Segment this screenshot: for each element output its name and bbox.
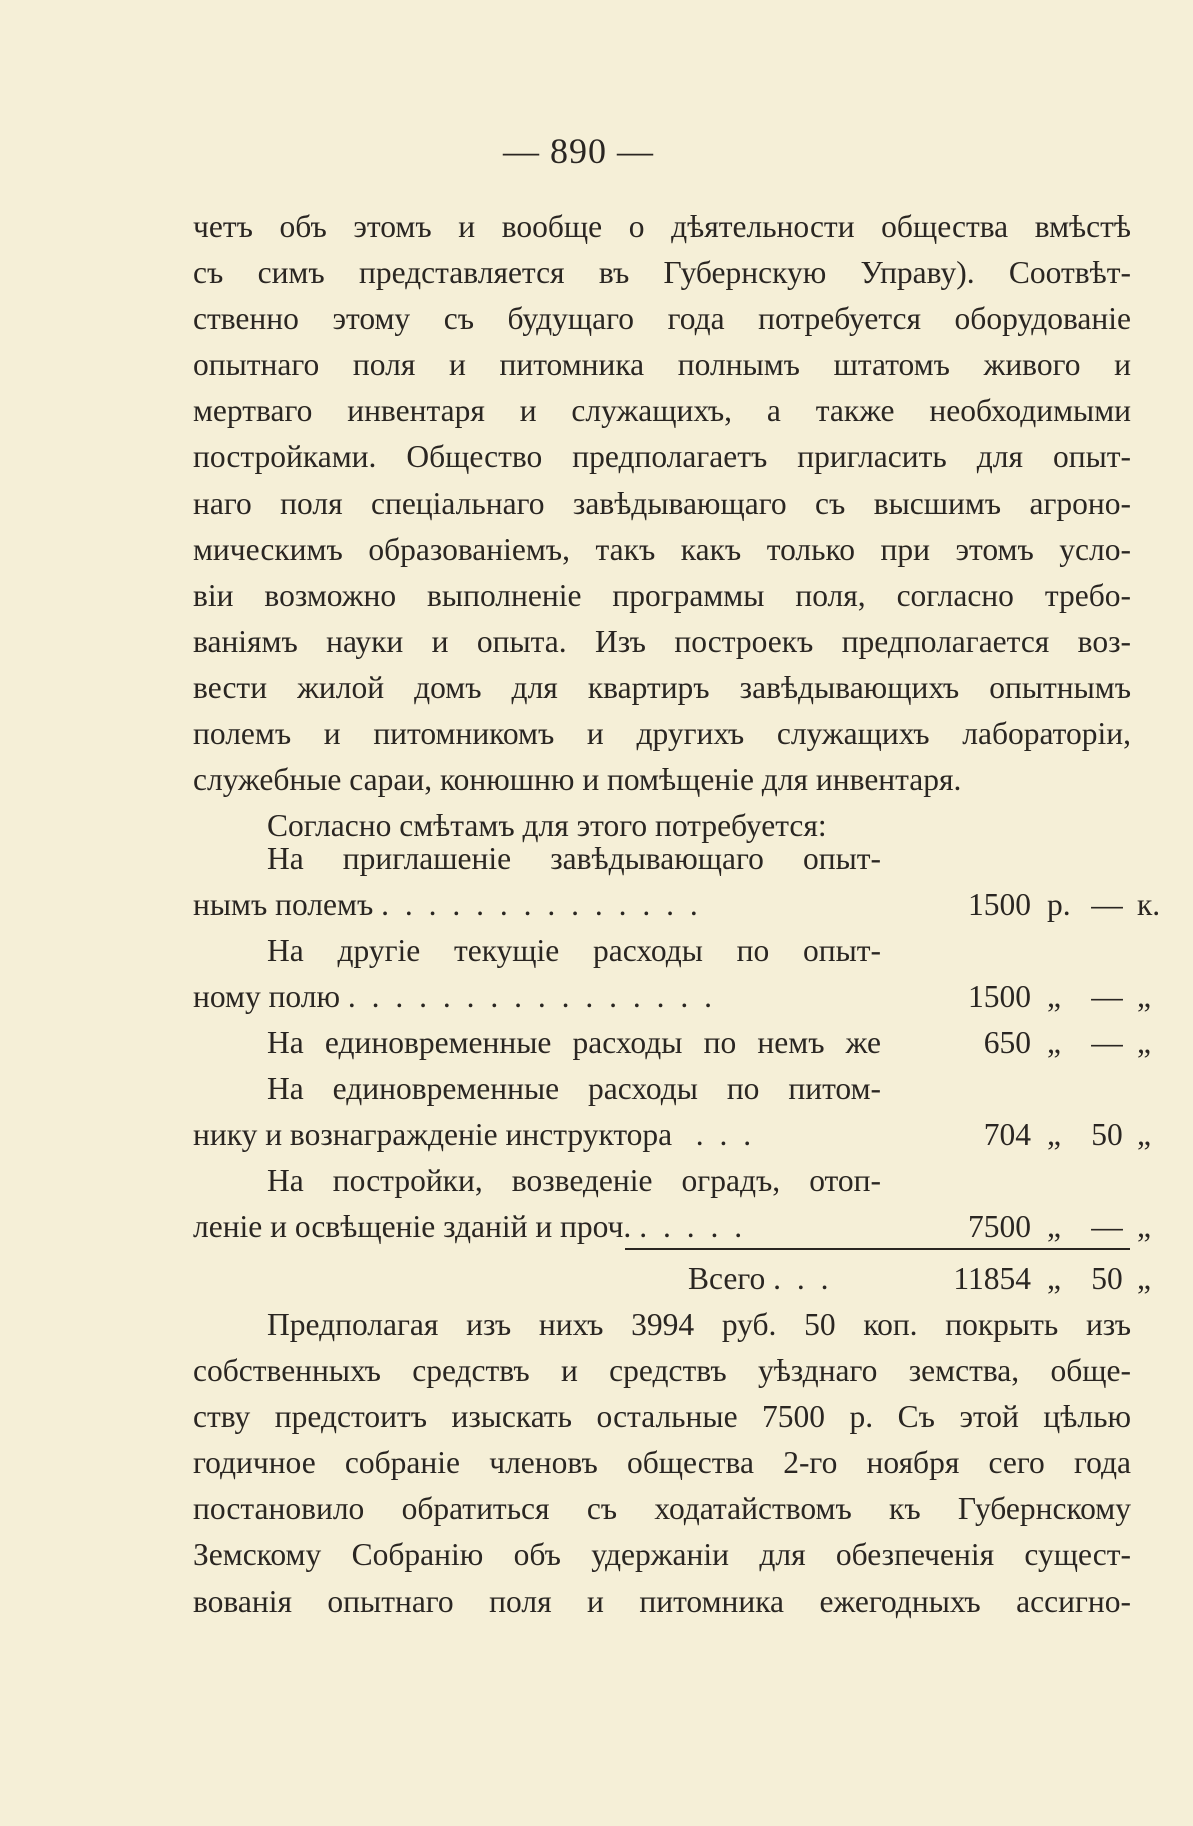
- text-line: ственно этому съ будущаго года потребуется оборудованіе: [193, 301, 1131, 337]
- expense-label: На приглашеніе завѣдывающаго опыт-: [267, 841, 881, 876]
- text-line: опытнаго поля и питомника полнымъ штатомъ живого и: [193, 347, 1131, 383]
- text-line: ваніямъ науки и опыта. Изъ построекъ предполагается воз-: [193, 623, 1131, 659]
- text-line: ству предстоитъ изыскать остальные 7500 р. Съ этой цѣлью: [193, 1399, 1131, 1435]
- expense-row-2-line1: [193, 928, 1131, 974]
- text-line: мертваго инвентаря и служащихъ, а также необходимыми: [193, 393, 1131, 429]
- amount-kopecks: —: [1091, 979, 1123, 1014]
- amount-suffix: „: [1137, 1117, 1151, 1152]
- expense-label: На единовременные расходы по немъ же: [267, 1025, 881, 1060]
- amount-unit: „: [1047, 1025, 1061, 1060]
- amount-rubles: 650: [983, 1025, 1031, 1060]
- amount-rubles: 704: [983, 1117, 1031, 1152]
- amount-kopecks: 50: [1091, 1117, 1123, 1152]
- amount-unit: „: [1047, 979, 1061, 1014]
- amount-rubles: 7500: [968, 1209, 1031, 1244]
- expense-row-4-line2: [193, 1112, 1151, 1158]
- expense-row-1-line1: [193, 836, 1131, 882]
- leader-dots: . . . . . . . . . . . . . . . .: [347, 979, 717, 1014]
- amount-suffix: „: [1137, 1261, 1151, 1296]
- text-line: Предполагая изъ нихъ 3994 руб. 50 коп. покрыть изъ: [267, 1307, 1131, 1342]
- amount-suffix: к.: [1137, 887, 1161, 922]
- text-line: собственныхъ средствъ и средствъ уѣзднаго земства, обще-: [193, 1353, 1131, 1389]
- amount-kopecks: —: [1091, 1025, 1123, 1060]
- text-line: постановило обратиться съ ходатайствомъ къ Губернскому: [193, 1491, 1131, 1527]
- expense-label: нымъ полемъ . . . . . . . . . . . . . .: [193, 887, 702, 922]
- amount-kopecks: 50: [1091, 1261, 1123, 1296]
- text-line: віи возможно выполненіе программы поля, согласно требо-: [193, 577, 1131, 613]
- expense-label: нику и вознагражденіе инструктора . . .: [193, 1117, 756, 1152]
- leader-dots: . . . . .: [639, 1209, 747, 1244]
- expense-row-5-line1: [193, 1158, 1131, 1204]
- expense-label: На постройки, возведеніе оградъ, отоп-: [267, 1163, 881, 1198]
- amount-unit: „: [1047, 1209, 1061, 1244]
- expense-label: На единовременные расходы по питом-: [267, 1071, 881, 1106]
- text-line: четъ объ этомъ и вообще о дѣятельности общества вмѣстѣ: [193, 209, 1131, 244]
- text-line: наго поля спеціальнаго завѣдывающаго съ высшимъ агроно-: [193, 485, 1131, 521]
- text-line: вести жилой домъ для квартиръ завѣдывающихъ опытнымъ: [193, 669, 1131, 705]
- text-line: полемъ и питомникомъ и другихъ служащихъ лабораторіи,: [193, 716, 1131, 752]
- amount-rubles: 11854: [953, 1261, 1031, 1296]
- amount-unit: „: [1047, 1261, 1061, 1296]
- estimate-intro: Согласно смѣтамъ для этого потребуется:: [267, 808, 827, 844]
- text-line: мическимъ образованіемъ, такъ какъ только при этомъ усло-: [193, 531, 1131, 567]
- expense-label: леніе и освѣщеніе зданій и проч. . . . . .: [193, 1209, 747, 1244]
- text-line: Земскому Собранію объ удержаніи для обезпеченія сущест-: [193, 1537, 1131, 1573]
- text-line: служебные сараи, конюшню и помѣщеніе для инвентаря.: [193, 762, 962, 798]
- amount-rubles: 1500: [968, 887, 1031, 922]
- expense-label: ному полю . . . . . . . . . . . . . . . .: [193, 979, 717, 1014]
- amount-kopecks: —: [1091, 1209, 1123, 1244]
- total-rule: [625, 1248, 1130, 1250]
- total-label: Всего . . .: [688, 1261, 833, 1296]
- text-line: вованія опытнаго поля и питомника ежегодныхъ ассигно-: [193, 1583, 1131, 1619]
- expense-row-4-line1: [193, 1066, 1131, 1112]
- amount-suffix: „: [1137, 1025, 1151, 1060]
- amount-unit: р.: [1047, 887, 1071, 922]
- amount-kopecks: —: [1091, 887, 1123, 922]
- amount-suffix: „: [1137, 1209, 1151, 1244]
- leader-dots: . . . . . . . . . . . . . .: [381, 887, 702, 922]
- paragraph-2: [193, 1302, 1131, 1625]
- leader-dots: . . .: [773, 1261, 833, 1296]
- expense-row-5-line2: [193, 1204, 1151, 1250]
- amount-unit: „: [1047, 1117, 1061, 1152]
- page-number: — 890 —: [503, 131, 654, 171]
- text-line: съ симъ представляется въ Губернскую Управу). Соотвѣт-: [193, 255, 1131, 291]
- leader-dots: . . .: [695, 1117, 756, 1152]
- amount-suffix: „: [1137, 979, 1151, 1014]
- paragraph-1: [193, 204, 1131, 849]
- text-line: постройками. Общество предполагаетъ пригласить для опыт-: [193, 439, 1131, 475]
- expense-label: На другіе текущіе расходы по опыт-: [267, 933, 881, 968]
- text-line: годичное собраніе членовъ общества 2-го ноября сего года: [193, 1445, 1131, 1481]
- total-row: [193, 1256, 1151, 1302]
- expense-row-3: [193, 1020, 1151, 1066]
- expense-row-2-line2: [193, 974, 1151, 1020]
- amount-rubles: 1500: [968, 979, 1031, 1014]
- expense-row-1-line2: [193, 882, 1161, 928]
